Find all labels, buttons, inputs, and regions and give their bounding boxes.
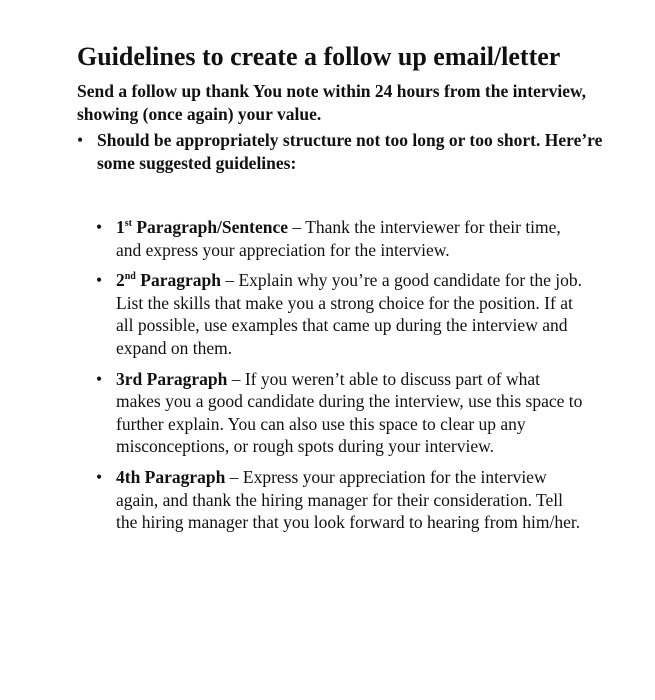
guideline-heading: 4th Paragraph <box>116 466 226 487</box>
bullet-icon: • <box>96 270 103 291</box>
bullet-icon: • <box>96 368 103 389</box>
top-bullet-item <box>77 129 617 175</box>
heading-ordinal-suffix: nd <box>124 271 136 283</box>
bullet-icon: • <box>96 217 103 237</box>
guideline-text: If you weren’t able to discuss part of what makes you a good candidate during the interview, use this space to further explain. You can also use this space to clear up any misconceptions, or rough spots during your interview. <box>116 368 583 457</box>
heading-separator: – <box>220 270 239 291</box>
bullet-icon: • <box>96 466 103 487</box>
heading-label: Paragraph <box>135 270 221 291</box>
guideline-heading <box>116 270 221 290</box>
guideline-item-2 <box>96 269 586 359</box>
guidelines-list <box>96 216 586 542</box>
top-bullet-text: Should be appropriately structure not too long or too short. Here’re some suggested guidelines: <box>97 130 603 173</box>
guideline-heading: 3rd Paragraph <box>116 368 228 389</box>
heading-separator: – <box>288 217 306 237</box>
guideline-item-1 <box>96 216 586 261</box>
guideline-text: Thank the interviewer for their time, and express your appreciation for the interview. <box>116 217 561 260</box>
heading-label: Paragraph/Sentence <box>131 217 289 237</box>
guideline-text: Express your appreciation for the interview again, and thank the hiring manager for their consideration. Tell the hiring manager that you look forward to hearing from him/her. <box>116 466 581 533</box>
heading-number: 1 <box>116 217 125 237</box>
intro-text: Send a follow up thank You note within 24 hours from the interview, showing (once again) your value. <box>77 81 587 124</box>
heading-separator: – <box>227 368 245 389</box>
page-title: Guidelines to create a follow up email/letter <box>77 42 561 71</box>
guideline-item-4 <box>96 466 586 534</box>
guideline-item-3 <box>96 368 586 458</box>
guideline-heading <box>116 217 288 237</box>
guideline-text: Explain why you’re a good candidate for the job. List the skills that make you a strong choice for the position. If at all possible, use examples that came up during the interview and expand on them. <box>116 270 583 358</box>
heading-number: 2 <box>116 270 125 291</box>
bullet-icon: • <box>77 130 84 150</box>
heading-separator: – <box>225 466 243 487</box>
heading-ordinal-suffix: st <box>124 218 132 229</box>
